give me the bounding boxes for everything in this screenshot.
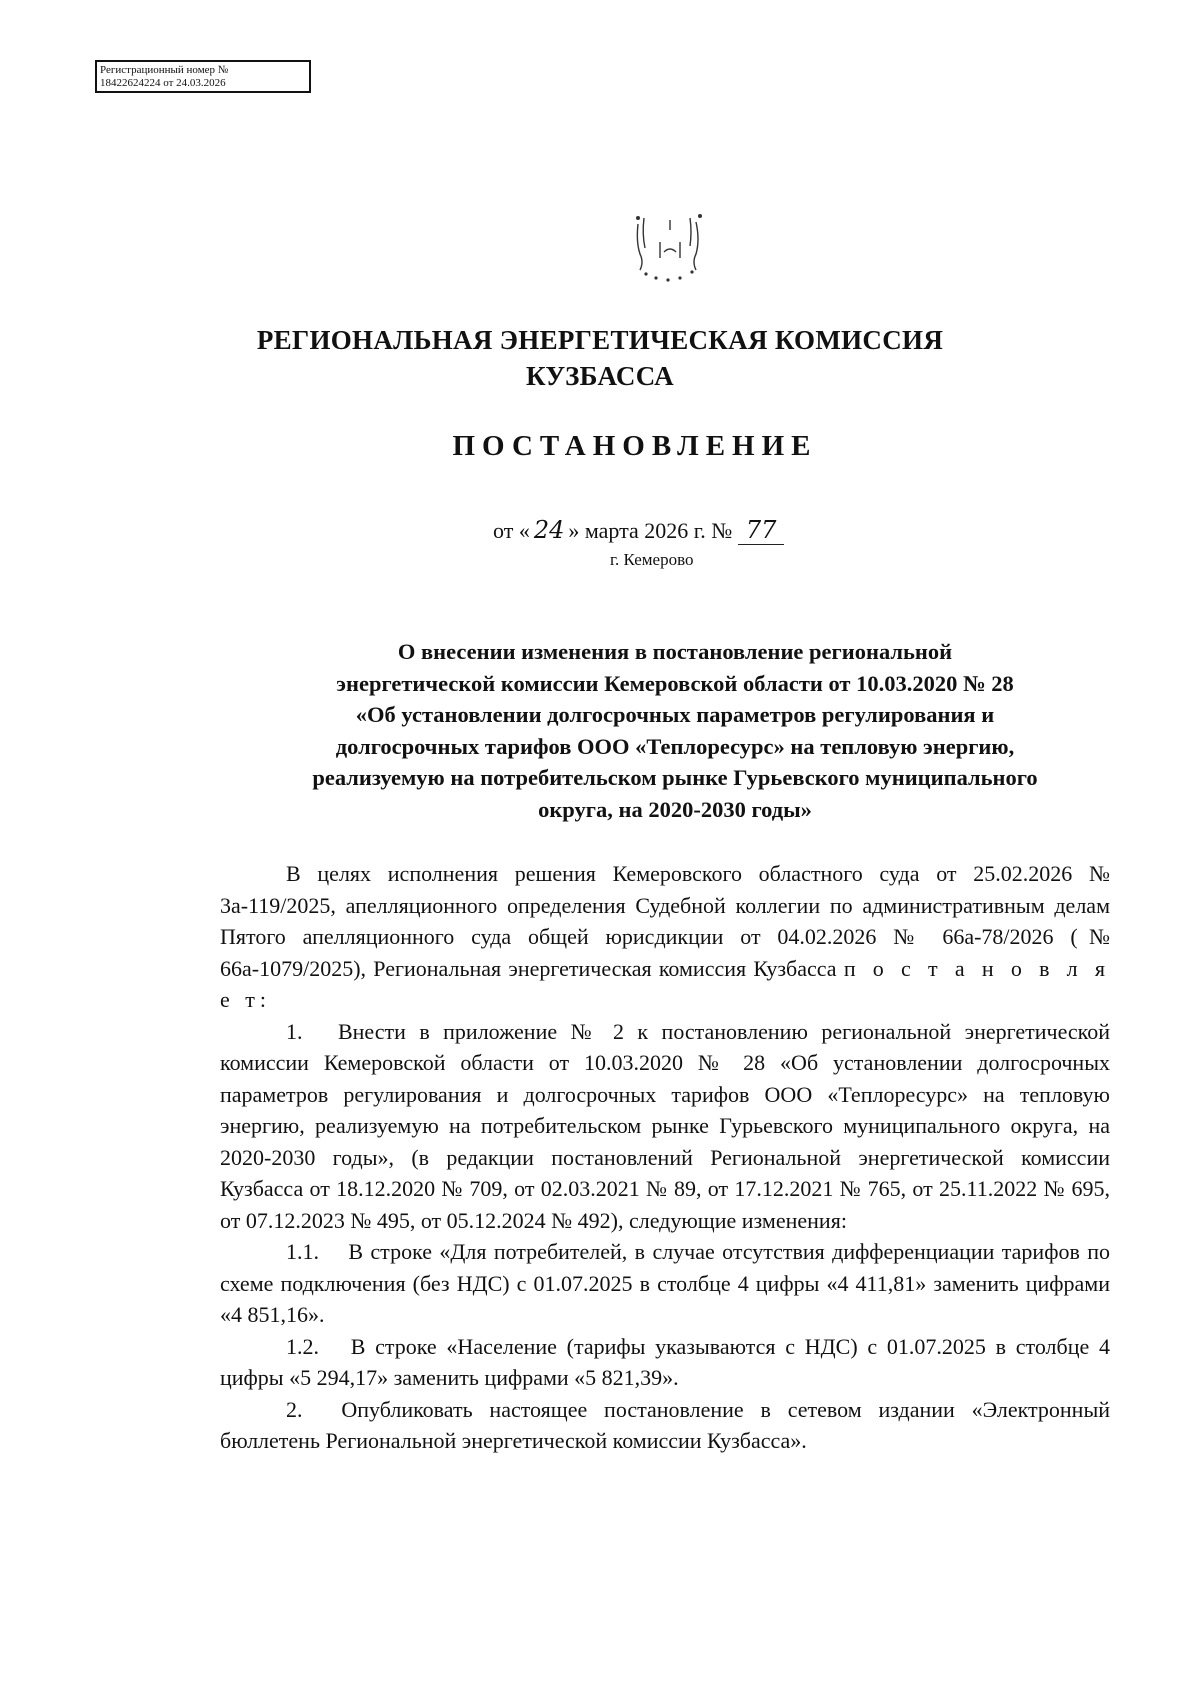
city: г. Кемерово (610, 550, 694, 569)
date-prefix: от « (493, 518, 530, 543)
date-middle: » марта 2026 г. № (568, 518, 733, 543)
preamble-paragraph (220, 858, 1110, 1016)
title-line: «Об установлении долгосрочных параметров регулирования и (355, 702, 995, 727)
item-1: 1. Внести в приложение № 2 к постановлению региональной энергетической комиссии Кемеровской области от 10.03.2020 № 28 «Об установлении долгосрочных параметров регулирования и долгосрочных тарифов ООО «Теплоресурс» на тепловую энергию, реализуемую на потребительском рынке Гурьевского муниципального округа, на 2020-2030 годы», (в редакции постановлений Региональной энергетической комиссии Кузбасса от 18.12.2020 № 709, от 02.03.2021 № 89, от 17.12.2021 № 765, от 25.11.2022 № 695, от 07.12.2023 № 495, от 05.12.2024 № 492), следующие изменения: (220, 1018, 1110, 1233)
registration-stamp-line1: Регистрационный номер № (100, 64, 229, 76)
date-line (493, 516, 784, 545)
title-line: О внесении изменения в постановление региональной (397, 639, 953, 664)
document-title (240, 636, 1110, 825)
title-line: долгосрочных тарифов ООО «Теплоресурс» на тепловую энергию, (335, 733, 1015, 759)
item-1-1: 1.1. В строке «Для потребителей, в случае отсутствия дифференциации тарифов по схеме подключения (без НДС) с 01.07.2025 в столбце 4 цифры «4 411,81» заменить цифрами «4 851,16». (220, 1239, 1110, 1327)
item-2: 2. Опубликовать настоящее постановление в сетевом издании «Электронный бюллетень Региональной энергетической комиссии Кузбасса». (220, 1396, 1110, 1453)
handwritten-number: 77 (738, 516, 785, 545)
document-type: ПОСТАНОВЛЕНИЕ (452, 430, 818, 462)
document-body (220, 858, 1110, 1457)
preamble-text: В целях исполнения решения Кемеровского областного суда от 25.02.2026 № 3а-119/2025, апелляционного определения Судебной коллегии по административным делам Пятого апелляционного суда общей юрисдикции от 04.02.2026 № 66а-78/2026 (№ 66а-1079/2025), Региональная энергетическая комиссия Кузбасса (220, 861, 1110, 981)
item-1-2: 1.2. В строке «Население (тарифы указываются с НДС) с 01.07.2025 в столбце 4 цифры «5 294,17» заменить цифрами «5 821,39». (220, 1333, 1110, 1390)
organization-name (0, 322, 1200, 394)
title-line: энергетической комиссии Кемеровской области от 10.03.2020 № 28 (336, 670, 1014, 696)
organization-name-line1: РЕГИОНАЛЬНАЯ ЭНЕРГЕТИЧЕСКАЯ КОМИССИЯ (256, 325, 944, 355)
registration-stamp-line2: 18422624224 от 24.03.2026 (100, 77, 226, 89)
organization-name-line2: КУЗБАССА (526, 361, 674, 391)
regional-emblem-icon (630, 212, 710, 288)
title-line: реализуемую на потребительском рынке Гурьевского муниципального (312, 765, 1038, 790)
handwritten-day: 24 (533, 516, 565, 544)
registration-stamp (95, 60, 311, 93)
title-line: округа, на 2020-2030 годы» (538, 796, 812, 822)
resolves-word: п о с т а н о в л я е т: (220, 955, 1110, 1012)
